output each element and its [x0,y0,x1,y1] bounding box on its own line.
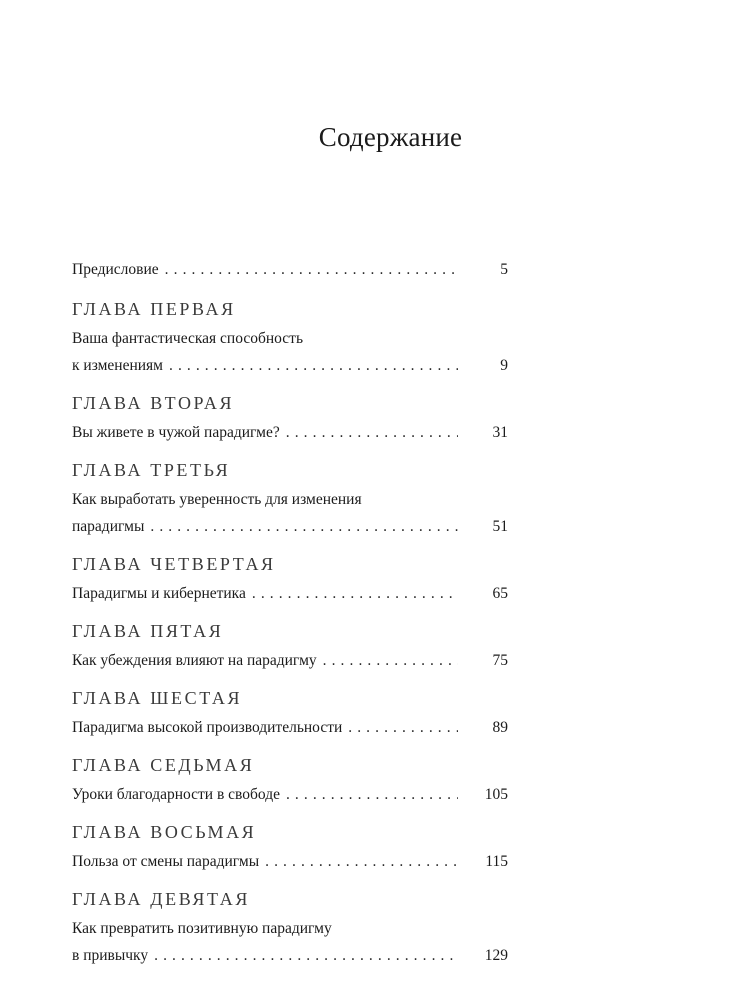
toc-page-number: 5 [500,261,508,278]
toc-page-number: 129 [484,947,508,964]
chapter-heading: ГЛАВА ВОСЬМАЯ [72,822,257,842]
toc-entry-title: Уроки благодарности в свободе [72,786,280,803]
toc-chapter-6 [72,687,508,741]
toc-chapter-3 [72,459,508,540]
dot-leader [348,714,458,741]
toc-entry-title: Предисловие [72,261,159,278]
dot-leader [265,848,458,875]
toc-entry-line [72,714,508,741]
toc-entry-title: Польза от смены парадигмы [72,853,260,870]
dot-leader [165,256,458,283]
toc-entry-title: в привычку [72,947,149,964]
toc-page-number: 9 [500,357,508,374]
chapter-heading: ГЛАВА ПЕРВАЯ [72,299,236,319]
table-of-contents [72,256,508,982]
toc-entry-line [72,580,508,607]
toc-chapter-7 [72,754,508,808]
toc-entry-title: Парадигма высокой производительности [72,719,343,736]
toc-entry-preface [72,256,508,283]
page-title: Содержание [318,122,463,152]
chapter-heading: ГЛАВА ЧЕТВЕРТАЯ [72,554,276,574]
toc-entry-title-line: Как выработать уверенность для изменения [72,491,362,508]
dot-leader [252,580,458,607]
chapter-heading: ГЛАВА ВТОРАЯ [72,393,235,413]
toc-page-number: 105 [484,786,508,803]
chapter-heading: ГЛАВА ПЯТАЯ [72,621,224,641]
toc-entry-title: Парадигмы и кибернетика [72,585,246,602]
toc-entry-line [72,419,508,446]
toc-page-number: 115 [485,853,508,870]
toc-entry-line [72,647,508,674]
toc-entry-line [72,256,508,283]
chapter-heading: ГЛАВА ШЕСТАЯ [72,688,243,708]
toc-entry-line [72,513,508,540]
toc-chapter-2 [72,392,508,446]
dot-leader [169,352,458,379]
toc-entry-line [72,781,508,808]
chapter-heading: ГЛАВА ТРЕТЬЯ [72,460,231,480]
toc-page-number: 31 [492,424,508,441]
toc-page-number: 89 [492,719,508,736]
chapter-heading: ГЛАВА ДЕВЯТАЯ [72,889,250,909]
toc-page-number: 65 [492,585,508,602]
dot-leader [154,942,458,969]
toc-page-number: 51 [492,518,508,535]
toc-chapter-8 [72,821,508,875]
toc-chapter-4 [72,553,508,607]
toc-chapter-9 [72,888,508,969]
dot-leader [150,513,458,540]
toc-entry-line [72,352,508,379]
toc-entry-line [72,942,508,969]
toc-entry-title: Вы живете в чужой парадигме? [72,424,280,441]
toc-entry-title: парадигмы [72,518,145,535]
toc-entry-title: Как убеждения влияют на парадигму [72,652,317,669]
toc-entry-title-line: Как превратить позитивную парадигму [72,920,332,937]
dot-leader [286,781,458,808]
toc-entry-line [72,848,508,875]
toc-chapter-5 [72,620,508,674]
toc-page-number: 75 [492,652,508,669]
dot-leader [286,419,458,446]
chapter-heading: ГЛАВА СЕДЬМАЯ [72,755,255,775]
dot-leader [323,647,458,674]
toc-entry-title: к изменениям [72,357,163,374]
toc-chapter-1 [72,298,508,379]
toc-entry-title-line: Ваша фантастическая способность [72,330,304,347]
